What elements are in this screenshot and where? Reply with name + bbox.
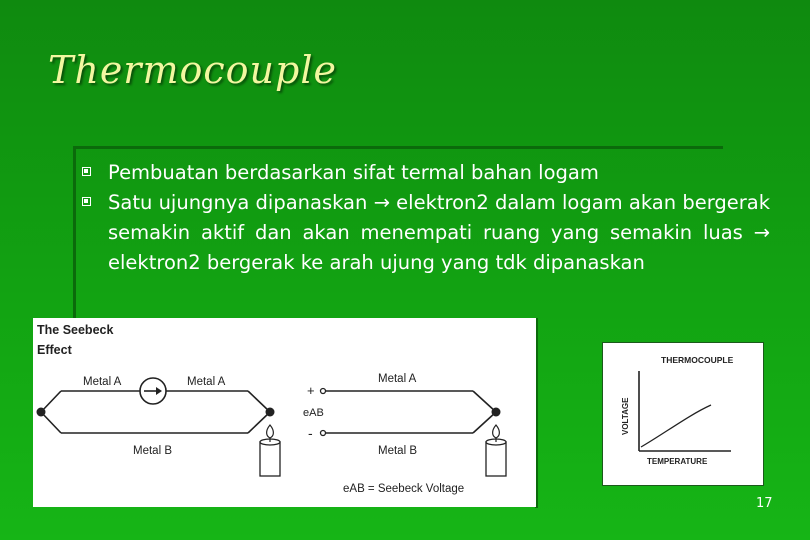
slide-title: Thermocouple [48,48,337,92]
voltage-curve [641,405,711,447]
bullet-text: Pembuatan berdasarkan sifat termal bahan logam [108,161,599,184]
bullet-list [82,158,770,278]
bullet-item [82,188,770,278]
page-number: 17 [756,496,773,511]
thermocouple-graph [602,342,764,486]
square-bullet-icon [82,167,91,176]
bullet-text: Satu ujungnya dipanaskan → elektron2 dalam logam akan bergerak semakin aktif dan akan menempati ruang yang semakin luas → elektron2 bergerak ke arah ujung yang tdk dipanaskan [108,191,770,274]
open-circuit [321,389,501,436]
candle-icon [260,425,280,476]
y-axis-label: VOLTAGE [621,397,630,435]
junction-dot [37,408,46,417]
terminal-plus [321,389,326,394]
candle-icon [486,425,506,476]
left-metal-b-label: Metal B [133,445,172,457]
left-metal-a-label: Metal A [83,376,122,388]
left-metal-a-label-2: Metal A [187,376,226,388]
right-metal-b-label: Metal B [378,445,417,457]
seebeck-caption: eAB = Seebeck Voltage [343,483,465,495]
figure-heading-line2: Effect [37,343,72,357]
plus-sign: + [307,383,315,398]
figure-heading-line1: The Seebeck [37,323,114,337]
accent-line-horizontal [73,146,723,149]
terminal-minus [321,431,326,436]
junction-dot [266,408,275,417]
square-bullet-icon [82,197,91,206]
x-axis-label: TEMPERATURE [647,457,708,466]
seebeck-effect-figure [33,318,536,507]
closed-circuit [37,378,275,433]
seebeck-diagram [33,318,536,507]
junction-dot [492,408,501,417]
right-metal-a-label: Metal A [378,373,417,385]
minus-sign: - [308,425,313,441]
bullet-item [82,158,770,188]
thermocouple-graph-svg [603,343,763,485]
graph-title: THERMOCOUPLE [661,355,734,365]
eab-label: eAB [303,407,324,419]
accent-line-vertical [73,146,76,326]
